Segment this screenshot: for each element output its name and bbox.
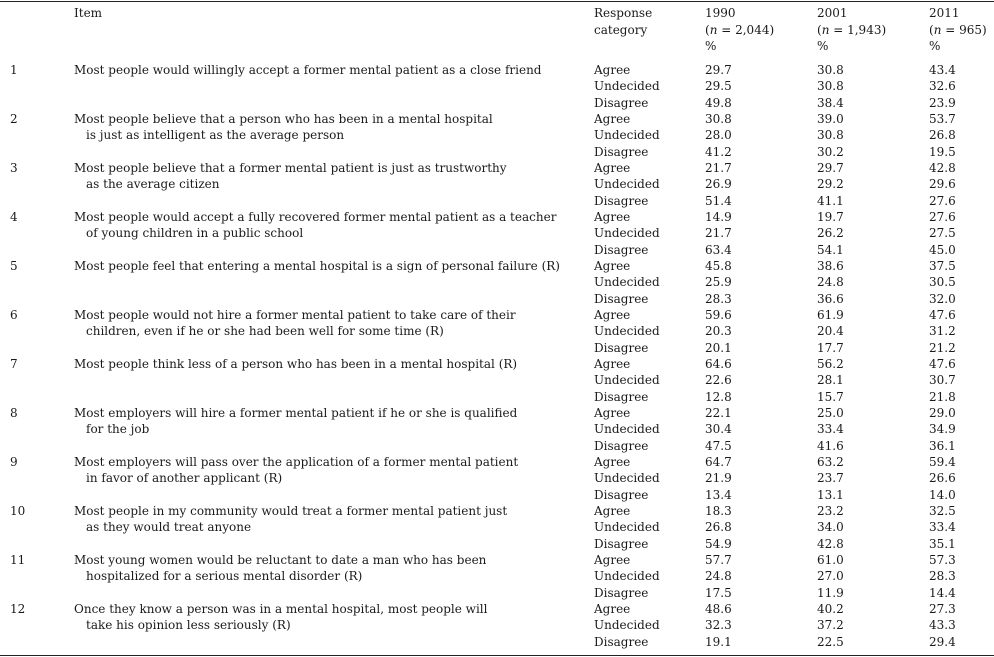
item-text-line1: Most people in my community would treat a former mental patient just [74, 504, 508, 518]
percent-value: 28.0 [705, 128, 732, 143]
item-text [74, 454, 574, 487]
percent-value: 57.3 [929, 553, 956, 567]
response-categories [594, 601, 660, 650]
percent-value: 21.2 [929, 340, 956, 355]
response-category: Undecided [594, 569, 660, 584]
percent-value: 32.5 [929, 504, 956, 518]
percent-value: 42.8 [817, 536, 844, 551]
response-categories [594, 356, 660, 405]
table-row [0, 601, 994, 650]
response-category: Disagree [594, 291, 649, 306]
percent-value: 27.3 [929, 602, 956, 616]
item-text [74, 258, 574, 274]
percent-value: 54.1 [817, 242, 844, 257]
percent-value: 26.9 [705, 177, 732, 192]
table-row [0, 209, 994, 258]
percent-value: 63.4 [705, 242, 732, 257]
percent-value: 22.1 [705, 406, 732, 420]
response-category: Undecided [594, 471, 660, 486]
header-sample-size: (n = 1,943) [817, 22, 887, 37]
values-2001 [817, 307, 844, 356]
response-category: Agree [594, 455, 631, 469]
response-category: Agree [594, 308, 631, 322]
response-categories [594, 209, 660, 258]
response-category: Undecided [594, 618, 660, 633]
percent-value: 21.7 [705, 161, 732, 175]
response-category: Disagree [594, 144, 649, 159]
values-1990 [705, 405, 732, 454]
percent-value: 34.9 [929, 422, 956, 437]
item-text-line1: Most people would willingly accept a former mental patient as a close friend [74, 63, 542, 77]
header-response-line2: category [594, 22, 648, 37]
response-category: Disagree [594, 340, 649, 355]
response-category: Undecided [594, 275, 660, 290]
percent-value: 19.5 [929, 144, 956, 159]
response-categories [594, 503, 660, 552]
percent-value: 28.1 [817, 373, 844, 388]
values-2001 [817, 209, 844, 258]
percent-value: 32.0 [929, 291, 956, 306]
percent-value: 23.9 [929, 95, 956, 110]
item-text-line2: hospitalized for a serious mental disorder (R) [86, 569, 363, 584]
values-2011 [929, 405, 956, 454]
percent-value: 14.4 [929, 585, 956, 600]
item-text-line1: Once they know a person was in a mental hospital, most people will [74, 602, 488, 616]
response-category: Agree [594, 161, 631, 175]
table-row [0, 405, 994, 454]
response-category: Agree [594, 63, 631, 77]
header-unit: % [817, 39, 829, 53]
item-text [74, 160, 574, 193]
percent-value: 34.0 [817, 520, 844, 535]
values-1990 [705, 356, 732, 405]
values-2011 [929, 209, 956, 258]
item-number: 4 [10, 210, 18, 224]
percent-value: 30.2 [817, 144, 844, 159]
response-category: Disagree [594, 242, 649, 257]
percent-value: 21.8 [929, 389, 956, 404]
values-1990 [705, 601, 732, 650]
header-year: 2001 [817, 6, 848, 20]
percent-value: 30.5 [929, 275, 956, 290]
percent-value: 47.6 [929, 357, 956, 371]
item-text-line1: Most employers will pass over the application of a former mental patient [74, 455, 519, 469]
response-categories [594, 307, 660, 356]
percent-value: 37.5 [929, 259, 956, 273]
item-text [74, 62, 574, 78]
response-category: Undecided [594, 422, 660, 437]
item-text-line1: Most young women would be reluctant to date a man who has been [74, 553, 487, 567]
percent-value: 13.4 [705, 487, 732, 502]
values-1990 [705, 258, 732, 307]
percent-value: 37.2 [817, 618, 844, 633]
percent-value: 29.0 [929, 406, 956, 420]
item-text-line2: for the job [86, 422, 150, 437]
percent-value: 42.8 [929, 161, 956, 175]
item-text-line2: of young children in a public school [86, 226, 304, 241]
item-number: 7 [10, 357, 18, 371]
item-text-line2: in favor of another applicant (R) [86, 471, 283, 486]
percent-value: 33.4 [817, 422, 844, 437]
response-category: Agree [594, 112, 631, 126]
percent-value: 26.6 [929, 471, 956, 486]
percent-value: 14.0 [929, 487, 956, 502]
percent-value: 26.8 [929, 128, 956, 143]
values-2011 [929, 601, 956, 650]
percent-value: 41.1 [817, 193, 844, 208]
header-response-line1: Response [594, 6, 653, 20]
item-text [74, 356, 574, 372]
item-number: 10 [10, 504, 26, 518]
item-text-line2: as the average citizen [86, 177, 220, 192]
response-category: Agree [594, 210, 631, 224]
percent-value: 59.6 [705, 308, 732, 322]
percent-value: 27.0 [817, 569, 844, 584]
values-1990 [705, 209, 732, 258]
response-category: Undecided [594, 128, 660, 143]
percent-value: 31.2 [929, 324, 956, 339]
response-category: Undecided [594, 324, 660, 339]
header-response-category [594, 5, 652, 38]
percent-value: 30.8 [817, 128, 844, 143]
table-row [0, 111, 994, 160]
values-2001 [817, 552, 844, 601]
item-text-line2: as they would treat anyone [86, 520, 252, 535]
header-year: 2011 [929, 6, 960, 20]
response-category: Undecided [594, 520, 660, 535]
item-number: 6 [10, 308, 18, 322]
item-number: 11 [10, 553, 26, 567]
values-1990 [705, 307, 732, 356]
values-2011 [929, 307, 956, 356]
percent-value: 64.6 [705, 357, 732, 371]
response-category: Undecided [594, 226, 660, 241]
percent-value: 41.6 [817, 438, 844, 453]
percent-value: 61.0 [817, 553, 844, 567]
table-row [0, 454, 994, 503]
percent-value: 40.2 [817, 602, 844, 616]
response-category: Undecided [594, 373, 660, 388]
values-2001 [817, 160, 844, 209]
percent-value: 19.1 [705, 634, 732, 649]
values-1990 [705, 454, 732, 503]
header-unit: % [705, 39, 717, 53]
percent-value: 53.7 [929, 112, 956, 126]
percent-value: 63.2 [817, 455, 844, 469]
percent-value: 11.9 [817, 585, 844, 600]
percent-value: 26.8 [705, 520, 732, 535]
item-text-line2: children, even if he or she had been well for some time (R) [86, 324, 444, 339]
percent-value: 25.0 [817, 406, 844, 420]
percent-value: 21.9 [705, 471, 732, 486]
response-category: Disagree [594, 585, 649, 600]
percent-value: 18.3 [705, 504, 732, 518]
header-sample-size: (n = 965) [929, 22, 987, 37]
header-year-1990 [705, 5, 774, 55]
percent-value: 30.7 [929, 373, 956, 388]
percent-value: 36.6 [817, 291, 844, 306]
item-number: 9 [10, 455, 18, 469]
percent-value: 29.4 [929, 634, 956, 649]
percent-value: 27.6 [929, 210, 956, 224]
percent-value: 28.3 [705, 291, 732, 306]
percent-value: 32.6 [929, 79, 956, 94]
response-category: Disagree [594, 193, 649, 208]
percent-value: 29.6 [929, 177, 956, 192]
item-text-line1: Most people believe that a former mental patient is just as trustworthy [74, 161, 507, 175]
item-number: 12 [10, 602, 26, 616]
response-category: Disagree [594, 438, 649, 453]
header-n-label: n [709, 22, 718, 37]
percent-value: 15.7 [817, 389, 844, 404]
percent-value: 49.8 [705, 95, 732, 110]
item-number: 5 [10, 259, 18, 273]
values-2011 [929, 160, 956, 209]
response-category: Undecided [594, 177, 660, 192]
percent-value: 56.2 [817, 357, 844, 371]
values-2001 [817, 503, 844, 552]
item-text [74, 307, 574, 340]
percent-value: 38.6 [817, 259, 844, 273]
response-category: Disagree [594, 487, 649, 502]
percent-value: 27.6 [929, 193, 956, 208]
percent-value: 25.9 [705, 275, 732, 290]
percent-value: 30.4 [705, 422, 732, 437]
item-text-line1: Most people believe that a person who has been in a mental hospital [74, 112, 493, 126]
header-item: Item [74, 6, 103, 20]
percent-value: 20.3 [705, 324, 732, 339]
percent-value: 30.8 [817, 63, 844, 77]
values-2011 [929, 552, 956, 601]
item-text [74, 209, 574, 242]
percent-value: 32.3 [705, 618, 732, 633]
percent-value: 27.5 [929, 226, 956, 241]
percent-value: 22.6 [705, 373, 732, 388]
response-category: Agree [594, 602, 631, 616]
percent-value: 30.8 [817, 79, 844, 94]
percent-value: 30.8 [705, 112, 732, 126]
item-number: 3 [10, 161, 18, 175]
item-text-line2: take his opinion less seriously (R) [86, 618, 291, 633]
values-2001 [817, 601, 844, 650]
values-2001 [817, 405, 844, 454]
percent-value: 59.4 [929, 455, 956, 469]
percent-value: 22.5 [817, 634, 844, 649]
header-n-value: = 965) [941, 22, 987, 37]
percent-value: 20.1 [705, 340, 732, 355]
response-categories [594, 454, 660, 503]
values-1990 [705, 160, 732, 209]
header-year-2011 [929, 5, 987, 55]
item-text-line1: Most people feel that entering a mental hospital is a sign of personal failure (R) [74, 259, 560, 273]
percent-value: 41.2 [705, 144, 732, 159]
values-2011 [929, 454, 956, 503]
item-text-line1: Most people think less of a person who has been in a mental hospital (R) [74, 357, 518, 371]
percent-value: 13.1 [817, 487, 844, 502]
item-number: 2 [10, 112, 18, 126]
percent-value: 28.3 [929, 569, 956, 584]
percent-value: 64.7 [705, 455, 732, 469]
header-year: 1990 [705, 6, 736, 20]
values-2011 [929, 111, 956, 160]
values-2011 [929, 62, 956, 111]
table-row [0, 258, 994, 307]
item-text-line1: Most employers will hire a former mental patient if he or she is qualified [74, 406, 518, 420]
percent-value: 36.1 [929, 438, 956, 453]
table-top-rule [0, 1, 994, 2]
percent-value: 61.9 [817, 308, 844, 322]
percent-value: 29.5 [705, 79, 732, 94]
percent-value: 54.9 [705, 536, 732, 551]
item-text [74, 111, 574, 144]
header-n-value: = 1,943) [829, 22, 887, 37]
item-number: 1 [10, 63, 18, 77]
table-row [0, 62, 994, 111]
table-bottom-rule [0, 655, 994, 656]
response-categories [594, 552, 660, 601]
values-2001 [817, 356, 844, 405]
header-n-value: = 2,044) [717, 22, 775, 37]
header-n-label: n [821, 22, 830, 37]
percent-value: 20.4 [817, 324, 844, 339]
percent-value: 23.2 [817, 504, 844, 518]
item-text-line1: Most people would not hire a former mental patient to take care of their [74, 308, 516, 322]
response-category: Agree [594, 504, 631, 518]
values-2011 [929, 503, 956, 552]
values-2011 [929, 356, 956, 405]
percent-value: 14.9 [705, 210, 732, 224]
table-row [0, 160, 994, 209]
response-category: Undecided [594, 79, 660, 94]
values-2001 [817, 62, 844, 111]
response-categories [594, 160, 660, 209]
percent-value: 23.7 [817, 471, 844, 486]
percent-value: 29.2 [817, 177, 844, 192]
response-category: Agree [594, 357, 631, 371]
percent-value: 47.5 [705, 438, 732, 453]
values-1990 [705, 503, 732, 552]
item-text [74, 503, 574, 536]
percent-value: 26.2 [817, 226, 844, 241]
percent-value: 17.5 [705, 585, 732, 600]
response-category: Disagree [594, 389, 649, 404]
response-category: Agree [594, 259, 631, 273]
percent-value: 45.8 [705, 259, 732, 273]
percent-value: 12.8 [705, 389, 732, 404]
item-text [74, 405, 574, 438]
percent-value: 43.3 [929, 618, 956, 633]
percent-value: 48.6 [705, 602, 732, 616]
percent-value: 24.8 [817, 275, 844, 290]
table-row [0, 356, 994, 405]
percent-value: 57.7 [705, 553, 732, 567]
percent-value: 51.4 [705, 193, 732, 208]
values-1990 [705, 62, 732, 111]
percent-value: 35.1 [929, 536, 956, 551]
response-category: Disagree [594, 634, 649, 649]
item-text-line2: is just as intelligent as the average person [86, 128, 345, 143]
percent-value: 29.7 [817, 161, 844, 175]
values-1990 [705, 552, 732, 601]
percent-value: 45.0 [929, 242, 956, 257]
header-unit: % [929, 39, 941, 53]
percent-value: 24.8 [705, 569, 732, 584]
item-text [74, 552, 574, 585]
header-year-2001 [817, 5, 886, 55]
percent-value: 21.7 [705, 226, 732, 241]
item-text-line1: Most people would accept a fully recovered former mental patient as a teacher [74, 210, 557, 224]
response-categories [594, 258, 660, 307]
item-text [74, 601, 574, 634]
percent-value: 19.7 [817, 210, 844, 224]
header-n-label: n [933, 22, 942, 37]
values-1990 [705, 111, 732, 160]
percent-value: 29.7 [705, 63, 732, 77]
values-2001 [817, 454, 844, 503]
response-category: Agree [594, 406, 631, 420]
header-sample-size: (n = 2,044) [705, 22, 775, 37]
percent-value: 47.6 [929, 308, 956, 322]
table-row [0, 552, 994, 601]
response-category: Agree [594, 553, 631, 567]
values-2011 [929, 258, 956, 307]
values-2001 [817, 258, 844, 307]
percent-value: 43.4 [929, 63, 956, 77]
table-row [0, 503, 994, 552]
response-categories [594, 62, 660, 111]
item-number: 8 [10, 406, 18, 420]
response-category: Disagree [594, 95, 649, 110]
values-2001 [817, 111, 844, 160]
response-categories [594, 111, 660, 160]
table-row [0, 307, 994, 356]
percent-value: 38.4 [817, 95, 844, 110]
response-category: Disagree [594, 536, 649, 551]
percent-value: 33.4 [929, 520, 956, 535]
percent-value: 17.7 [817, 340, 844, 355]
percent-value: 39.0 [817, 112, 844, 126]
response-categories [594, 405, 660, 454]
